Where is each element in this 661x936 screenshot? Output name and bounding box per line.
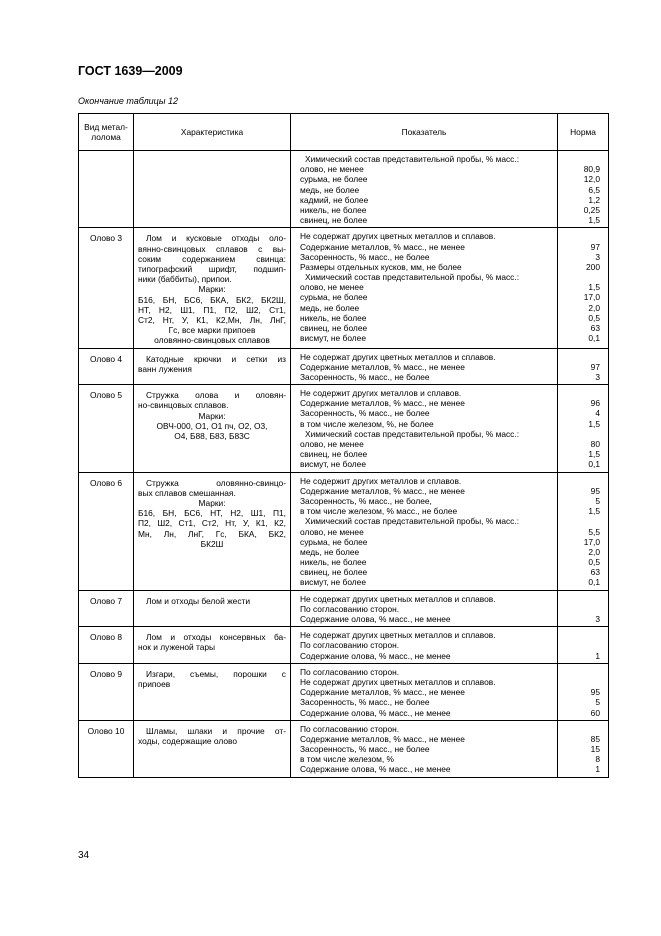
indicator-line: Химический состав представительной пробы, % масс.: bbox=[305, 516, 520, 527]
cell-vid: Олово 6 bbox=[79, 472, 134, 590]
characteristic-line: но-свинцовых сплавов. bbox=[138, 400, 229, 411]
cell-characteristic bbox=[134, 472, 291, 590]
table-row bbox=[79, 627, 609, 664]
norm-value: 8 bbox=[595, 754, 600, 765]
norm-value: 1,5 bbox=[588, 506, 600, 517]
norm-value bbox=[562, 352, 600, 362]
characteristic-line: Изгари, съемы, порошки с bbox=[146, 668, 286, 679]
cell-indicator bbox=[291, 627, 558, 664]
indicator-line: По согласованию сторон. bbox=[300, 603, 400, 614]
cell-characteristic bbox=[134, 627, 291, 664]
characteristic-line: Мн, Лн, ЛнГ, Гс, БКА, БК2, bbox=[138, 528, 286, 539]
indicator-line: Содержание металлов, % масс., не менее bbox=[300, 361, 465, 372]
indicator-line: сурьма, не более bbox=[300, 292, 368, 303]
indicator-line: в том числе железом, % масс., не более bbox=[300, 506, 458, 517]
indicator-line: Не содержат других цветных металлов и сплавов. bbox=[300, 593, 496, 604]
header-vid-text: Вид метал- лолома bbox=[84, 122, 128, 142]
indicator-line: олово, не менее bbox=[300, 282, 364, 293]
cell-characteristic bbox=[134, 228, 291, 348]
indicator-line: Содержание олова, % масс., не менее bbox=[300, 650, 451, 661]
indicator-line: в том числе железом, % bbox=[300, 754, 394, 765]
cell-vid: Олово 5 bbox=[79, 385, 134, 473]
indicator-line: Засоренность, % масс., не более bbox=[300, 744, 430, 755]
table-row bbox=[79, 720, 609, 777]
indicator-line: олово, не менее bbox=[300, 164, 364, 175]
cell-characteristic bbox=[134, 385, 291, 473]
cell-indicator bbox=[291, 720, 558, 777]
cell-norm bbox=[558, 472, 609, 590]
characteristic-line: вых сплавов смешанная. bbox=[138, 487, 236, 498]
indicator-line: свинец, не более bbox=[300, 449, 368, 460]
norm-value bbox=[562, 724, 600, 734]
norm-value: 1,5 bbox=[588, 418, 600, 429]
indicator-line: По согласованию сторон. bbox=[300, 666, 400, 677]
norm-value bbox=[562, 231, 600, 241]
norm-value: 63 bbox=[590, 323, 600, 333]
characteristic-line: Стружка олова и оловян- bbox=[146, 390, 286, 401]
table-row bbox=[79, 590, 609, 627]
norm-value: 6,5 bbox=[588, 184, 600, 195]
characteristic-line: Стружка оловянно-свинцо- bbox=[146, 477, 286, 488]
norm-value bbox=[562, 476, 600, 486]
norm-value: 97 bbox=[590, 361, 600, 372]
table-caption: Окончание таблицы 12 bbox=[78, 96, 178, 106]
indicator-line: Размеры отдельных кусков, мм, не более bbox=[300, 261, 462, 272]
cell-vid: Олово 4 bbox=[79, 348, 134, 385]
table-header-row bbox=[79, 114, 609, 151]
cell-characteristic bbox=[134, 663, 291, 720]
characteristic-line: вянно-свинцовых сплавов с вы- bbox=[138, 243, 286, 254]
norm-value: 63 bbox=[590, 567, 600, 578]
indicator-line: олово, не менее bbox=[300, 439, 364, 450]
table-row bbox=[79, 151, 609, 228]
norm-value: 80,9 bbox=[583, 164, 600, 175]
page-number: 34 bbox=[78, 850, 90, 861]
norm-value: 0,1 bbox=[588, 577, 600, 588]
table-row bbox=[79, 663, 609, 720]
norm-value: 80 bbox=[590, 439, 600, 450]
indicator-line: никель, не более bbox=[300, 312, 367, 323]
indicator-line: висмут, не более bbox=[300, 577, 366, 588]
indicator-line: свинец, не более bbox=[300, 323, 368, 333]
norm-value: 1,5 bbox=[588, 282, 600, 293]
norm-value bbox=[562, 154, 600, 164]
indicator-line: никель, не более bbox=[300, 557, 367, 568]
indicator-line: Засоренность, % масс., не более bbox=[300, 371, 430, 382]
norm-value: 2,0 bbox=[588, 546, 600, 557]
indicator-line: Засоренность, % масс., не более, bbox=[300, 495, 432, 506]
characteristic-line: Лом и кусковые отходы оло- bbox=[146, 233, 286, 244]
norm-value: 0,5 bbox=[588, 557, 600, 568]
characteristic-line: Б16, БН, БС6, НТ, Н2, Ш1, П1, bbox=[138, 508, 286, 519]
indicator-line: Содержание металлов, % масс., не менее bbox=[300, 241, 465, 252]
indicator-line: Содержание металлов, % масс., не менее bbox=[300, 485, 465, 496]
cell-characteristic bbox=[134, 151, 291, 228]
cell-characteristic bbox=[134, 590, 291, 627]
norm-value: 3 bbox=[595, 251, 600, 262]
indicator-line: Содержание металлов, % масс., не менее bbox=[300, 733, 465, 744]
indicator-line: Не содержат других цветных металлов и сплавов. bbox=[300, 231, 496, 242]
indicator-line: По согласованию сторон. bbox=[300, 640, 400, 651]
indicator-line: Химический состав представительной пробы, % масс.: bbox=[305, 428, 520, 439]
cell-indicator bbox=[291, 385, 558, 473]
indicator-line: медь, не более bbox=[300, 546, 360, 557]
indicator-line: висмут, не более bbox=[300, 333, 366, 344]
norm-value: 3 bbox=[595, 371, 600, 382]
characteristic-line: ОВЧ-000, О1, О1 пч, О2, О3, bbox=[156, 420, 268, 431]
indicator-line: в том числе железом, %, не более bbox=[300, 418, 434, 429]
cell-vid: Олово 8 bbox=[79, 627, 134, 664]
cell-norm bbox=[558, 720, 609, 777]
characteristic-line: БК2Ш bbox=[200, 538, 224, 549]
indicator-line: Засоренность, % масс., не более bbox=[300, 251, 430, 262]
indicator-line: медь, не более bbox=[300, 302, 360, 313]
indicator-line: Содержание олова, % масс., не менее bbox=[300, 764, 451, 775]
indicator-line: Не содержит других металлов и сплавов. bbox=[300, 388, 462, 399]
cell-norm bbox=[558, 663, 609, 720]
norm-value bbox=[562, 272, 600, 282]
indicator-line: Содержание олова, % масс., не менее bbox=[300, 707, 451, 718]
norm-value: 12,0 bbox=[583, 174, 600, 185]
norm-value: 0,25 bbox=[583, 204, 600, 215]
cell-indicator bbox=[291, 348, 558, 385]
characteristic-line: ванн лужения bbox=[138, 363, 192, 374]
indicator-line: Содержание олова, % масс., не менее bbox=[300, 614, 451, 625]
characteristic-line: О4, Б88, Б83, Б83С bbox=[174, 430, 250, 441]
norm-value: 17,0 bbox=[583, 536, 600, 547]
characteristic-line: ники (баббиты), припои. bbox=[138, 274, 232, 285]
indicator-line: кадмий, не более bbox=[300, 194, 369, 205]
characteristic-line: Лом и отходы белой жести bbox=[146, 595, 251, 606]
characteristic-line: ходы, содержащие олово bbox=[138, 735, 238, 746]
cell-vid bbox=[79, 151, 134, 228]
norm-value bbox=[562, 516, 600, 526]
cell-vid: Олово 3 bbox=[79, 228, 134, 348]
norm-value: 2,0 bbox=[588, 302, 600, 313]
norm-value: 1,5 bbox=[588, 449, 600, 460]
characteristic-line: П2, Ш2, Ст1, Ст2, Нт, У, К1, К2, bbox=[138, 518, 286, 529]
norm-value: 85 bbox=[590, 733, 600, 744]
norm-value bbox=[562, 630, 600, 640]
norm-value: 96 bbox=[590, 398, 600, 409]
characteristic-line: НТ, Н2, Ш1, П1, П2, Ш2, Ст1, bbox=[138, 304, 286, 315]
characteristic-line: нок и луженой тары bbox=[138, 642, 216, 653]
characteristic-line: Марки: bbox=[198, 410, 226, 421]
characteristic-line: типографский шрифт, подшип- bbox=[138, 263, 286, 274]
cell-norm bbox=[558, 627, 609, 664]
indicator-line: Содержание металлов, % масс., не менее bbox=[300, 687, 465, 698]
cell-characteristic bbox=[134, 720, 291, 777]
header-char: Характеристика bbox=[134, 114, 291, 151]
norm-value bbox=[562, 604, 600, 614]
cell-indicator bbox=[291, 472, 558, 590]
norm-value bbox=[562, 594, 600, 604]
indicator-line: висмут, не более bbox=[300, 459, 366, 470]
cell-indicator bbox=[291, 663, 558, 720]
indicator-line: Химический состав представительной пробы, % масс.: bbox=[305, 272, 520, 283]
characteristic-line: Марки: bbox=[198, 284, 226, 295]
indicator-line: медь, не более bbox=[300, 184, 360, 195]
norm-value bbox=[562, 667, 600, 677]
table-row bbox=[79, 385, 609, 473]
norm-value: 95 bbox=[590, 687, 600, 698]
cell-vid: Олово 9 bbox=[79, 663, 134, 720]
cell-indicator bbox=[291, 228, 558, 348]
norm-value: 97 bbox=[590, 241, 600, 252]
characteristic-line: соким содержанием свинца: bbox=[138, 253, 286, 264]
norm-value: 200 bbox=[586, 261, 600, 272]
indicator-line: Засоренность, % масс., не более bbox=[300, 408, 430, 419]
norm-value: 1,2 bbox=[588, 194, 600, 205]
indicator-line: свинец, не более bbox=[300, 215, 368, 226]
characteristic-line: Катодные крючки и сетки из bbox=[146, 353, 286, 364]
cell-indicator bbox=[291, 151, 558, 228]
characteristic-line: Гс, все марки припоев bbox=[168, 325, 256, 336]
characteristic-line: Шламы, шлаки и прочие от- bbox=[146, 725, 286, 736]
norm-value: 0,1 bbox=[588, 333, 600, 344]
norm-value: 5 bbox=[595, 495, 600, 506]
table-row bbox=[79, 348, 609, 385]
indicator-line: Не содержат других цветных металлов и сплавов. bbox=[300, 351, 496, 362]
norm-value: 4 bbox=[595, 408, 600, 419]
norm-value: 1 bbox=[595, 650, 600, 661]
header-ind: Показатель bbox=[291, 114, 558, 151]
norm-value bbox=[562, 429, 600, 439]
norm-value: 0,5 bbox=[588, 312, 600, 323]
norm-value bbox=[562, 640, 600, 650]
norm-value: 1 bbox=[595, 764, 600, 775]
header-norm: Норма bbox=[558, 114, 609, 151]
characteristic-line: Ст2, Нт, У, К1, К2,Мн, Лн, ЛнГ, bbox=[138, 314, 286, 325]
norm-value: 60 bbox=[590, 707, 600, 718]
metal-scrap-table bbox=[78, 113, 609, 778]
indicator-line: Содержание металлов, % масс., не менее bbox=[300, 398, 465, 409]
table-row bbox=[79, 228, 609, 348]
indicator-line: Не содержат других цветных металлов и сплавов. bbox=[300, 630, 496, 641]
cell-indicator bbox=[291, 590, 558, 627]
indicator-line: Не содержат других цветных металлов и сплавов. bbox=[300, 676, 496, 687]
indicator-line: олово, не менее bbox=[300, 526, 364, 537]
norm-value: 17,0 bbox=[583, 292, 600, 303]
cell-vid: Олово 10 bbox=[79, 720, 134, 777]
cell-norm bbox=[558, 151, 609, 228]
cell-vid: Олово 7 bbox=[79, 590, 134, 627]
characteristic-line: оловянно-свинцовых сплавов bbox=[154, 335, 270, 346]
table-row bbox=[79, 472, 609, 590]
document-title: ГОСТ 1639—2009 bbox=[78, 64, 183, 78]
indicator-line: свинец, не более bbox=[300, 567, 368, 578]
norm-value: 15 bbox=[590, 744, 600, 755]
norm-value bbox=[562, 677, 600, 687]
cell-norm bbox=[558, 590, 609, 627]
indicator-line: Не содержит других металлов и сплавов. bbox=[300, 475, 462, 486]
indicator-line: Засоренность, % масс., не более bbox=[300, 697, 430, 708]
indicator-line: сурьма, не более bbox=[300, 536, 368, 547]
cell-norm bbox=[558, 348, 609, 385]
cell-norm bbox=[558, 385, 609, 473]
indicator-line: никель, не более bbox=[300, 204, 367, 215]
cell-characteristic bbox=[134, 348, 291, 385]
norm-value: 5 bbox=[595, 697, 600, 708]
characteristic-line: Марки: bbox=[198, 498, 226, 509]
norm-value: 1,5 bbox=[588, 215, 600, 226]
indicator-line: Химический состав представительной пробы, % масс.: bbox=[305, 154, 520, 164]
cell-norm bbox=[558, 228, 609, 348]
characteristic-line: припоев bbox=[138, 679, 171, 689]
characteristic-line: Б16, БН, БС6, БКА, БК2, БК2Ш, bbox=[138, 294, 286, 305]
indicator-line: По согласованию сторон. bbox=[300, 723, 400, 734]
norm-value: 0,1 bbox=[588, 459, 600, 470]
norm-value: 3 bbox=[595, 614, 600, 625]
header-vid bbox=[79, 114, 134, 151]
indicator-line: сурьма, не более bbox=[300, 174, 368, 185]
norm-value: 5,5 bbox=[588, 526, 600, 537]
norm-value bbox=[562, 388, 600, 398]
norm-value: 95 bbox=[590, 485, 600, 496]
characteristic-line: Лом и отходы консервных ба- bbox=[146, 632, 286, 643]
